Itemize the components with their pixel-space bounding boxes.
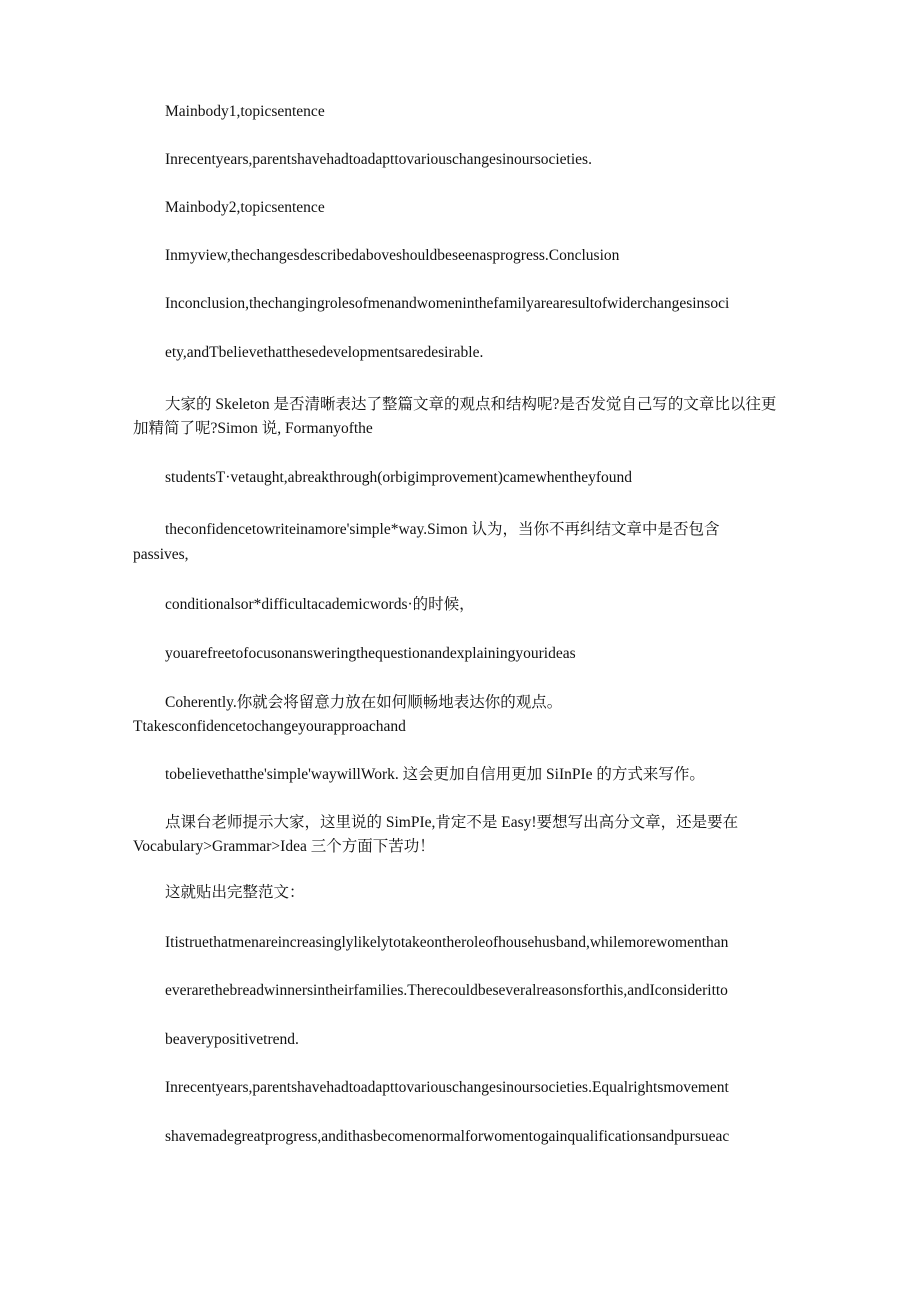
paragraph-line: youarefreetofocusonansweringthequestionandexplainingyourideas (165, 645, 576, 662)
paragraph-line: everarethebreadwinnersintheirfamilies.Therecouldbeseveralreasonsforthis,andIconsideritto (165, 982, 728, 999)
paragraph-line: beaverypositivetrend. (165, 1031, 299, 1048)
paragraph-line: Inconclusion,thechangingrolesofmenandwomeninthefamilyarearesultofwiderchangesinsoci (165, 295, 730, 312)
paragraph-line: shavemadegreatprogress,andithasbecomenormalforwomentogainqualificationsandpursueac (165, 1128, 730, 1145)
paragraph-line: Vocabulary>Grammar>Idea 三个方面下苦功！ (133, 838, 435, 855)
paragraph-line: Itistruethatmenareincreasinglylikelytotakeontheroleofhousehusband,whilemorewomenthan (165, 934, 729, 951)
paragraph-line: studentsT·vetaught,abreakthrough(orbigimprovement)camewhentheyfound (165, 469, 633, 486)
paragraph-line: ety,andTbelievethatthesedevelopmentsaredesirable. (165, 344, 484, 361)
paragraph-line: Inrecentyears,parentshavehadtoadapttovariouschangesinoursocieties.Equalrightsmovement (165, 1079, 729, 1096)
paragraph-line: theconfidencetowriteinamore'simple*way.Simon 认为，当你不再纠结文章中是否包含 (165, 521, 720, 538)
heading-mainbody2: Mainbody2,topicsentence (165, 199, 325, 216)
paragraph-line: 这就贴出完整范文： (165, 884, 305, 901)
paragraph-line: tobelievethatthe'simple'waywillWork. 这会更加自信用更加 SiInPIe 的方式来写作。 (165, 766, 705, 783)
paragraph-line: 大家的 Skeleton 是否清晰表达了整篇文章的观点和结构呢?是否发觉自己写的文章比以往更 (165, 396, 777, 413)
paragraph-line: Ttakesconfidencetochangeyourapproachand (133, 718, 406, 735)
paragraph-line: Inrecentyears,parentshavehadtoadapttovariouschangesinoursocieties. (165, 151, 592, 168)
heading-mainbody1: Mainbody1,topicsentence (165, 103, 325, 120)
paragraph-line: 加精简了呢?Simon 说, Formanyofthe (133, 420, 373, 437)
paragraph-line: 点课台老师提示大家，这里说的 SimPIe,肯定不是 Easy!要想写出高分文章，还是要在 (165, 814, 739, 831)
paragraph-line: Inmyview,thechangesdescribedaboveshouldbeseenasprogress.Conclusion (165, 247, 620, 264)
paragraph-line: passives, (133, 546, 189, 563)
paragraph-line: conditionalsor*difficultacademicwords·的时候， (165, 596, 475, 613)
paragraph-line: Coherently.你就会将留意力放在如何顺畅地表达你的观点。 (165, 694, 563, 711)
